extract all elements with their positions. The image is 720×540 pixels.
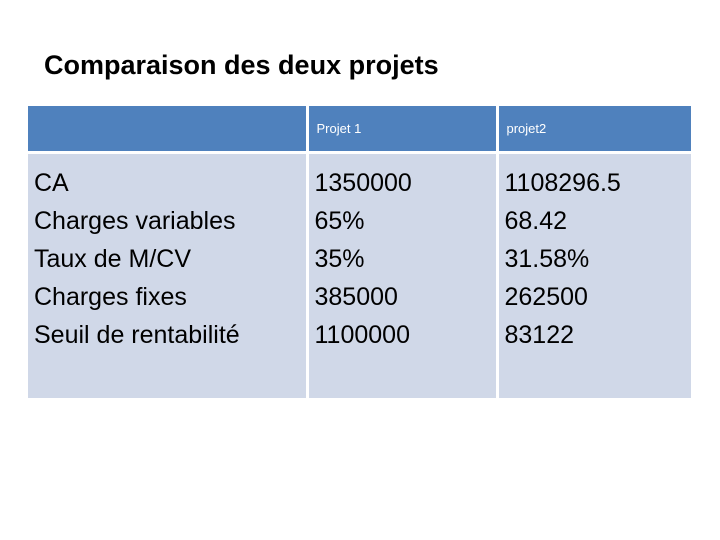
projet-1-charges-fixes: 385000 xyxy=(314,282,398,311)
row-label-seuil-rentabilite: Seuil de rentabilité xyxy=(34,320,240,349)
projet-1-seuil-rentabilite: 1100000 xyxy=(314,320,410,349)
projet-2-charges-variables: 68.42 xyxy=(504,206,568,235)
projet-2-seuil-rentabilite: 83122 xyxy=(504,320,575,349)
header-cell-empty xyxy=(28,106,307,152)
projet-1-taux-mcv: 35% xyxy=(314,244,365,273)
projet-1-ca: 1350000 xyxy=(314,168,412,197)
row-label-charges-fixes: Charges fixes xyxy=(34,282,187,311)
row-label-ca: CA xyxy=(34,168,69,197)
projet-1-charges-variables: 65% xyxy=(314,206,365,235)
projet-1-values-cell xyxy=(307,152,497,398)
projet-2-taux-mcv: 31.58% xyxy=(504,244,590,273)
page-title: Comparaison des deux projets xyxy=(44,50,439,80)
table-header-row xyxy=(28,106,691,152)
row-label-taux-mcv: Taux de M/CV xyxy=(34,244,192,273)
table-row xyxy=(28,152,691,398)
row-label-charges-variables: Charges variables xyxy=(34,206,236,235)
projet-2-values-cell xyxy=(497,152,691,398)
header-cell-projet-1: Projet 1 xyxy=(307,106,497,152)
projet-2-charges-fixes: 262500 xyxy=(504,282,588,311)
comparison-table xyxy=(28,106,691,398)
header-cell-projet-2: projet2 xyxy=(497,106,691,152)
projet-2-ca: 1108296.5 xyxy=(504,168,621,197)
row-labels-cell xyxy=(28,152,307,398)
